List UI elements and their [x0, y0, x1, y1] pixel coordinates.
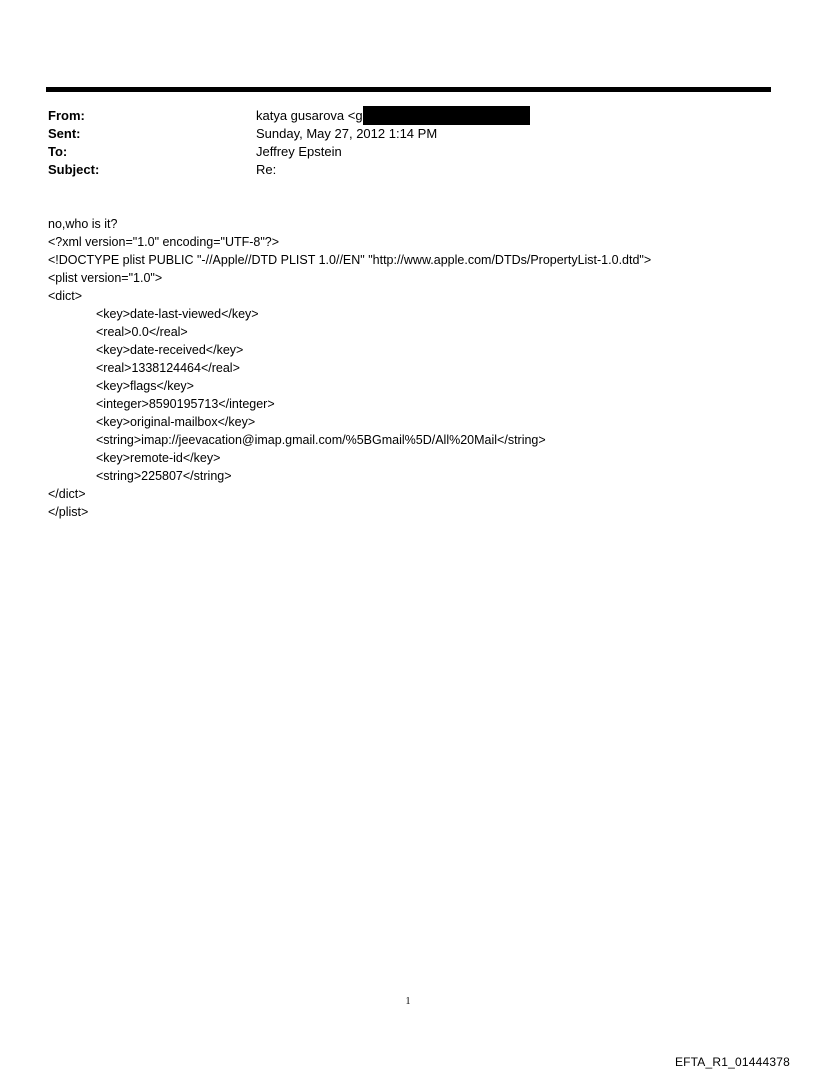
body-line: <key>flags</key> — [96, 379, 194, 393]
to-value: Jeffrey Epstein — [256, 144, 342, 159]
page-number: 1 — [405, 996, 411, 1007]
body-line: <?xml version="1.0" encoding="UTF-8"?> — [48, 235, 280, 249]
header-rule — [46, 87, 771, 92]
subject-label: Subject: — [48, 162, 100, 177]
body-line: <key>date-received</key> — [96, 343, 244, 357]
subject-value: Re: — [256, 162, 277, 177]
body-line: <key>date-last-viewed</key> — [96, 307, 259, 321]
body-line: </dict> — [48, 487, 86, 501]
sent-row — [48, 125, 768, 143]
body-line: <key>remote-id</key> — [96, 451, 221, 465]
sent-value: Sunday, May 27, 2012 1:14 PM — [256, 126, 438, 141]
body-line: <string>225807</string> — [96, 469, 232, 483]
from-row — [48, 107, 768, 125]
body-line: </plist> — [48, 505, 89, 519]
to-row — [48, 143, 768, 161]
body-line: <integer>8590195713</integer> — [96, 397, 275, 411]
bates-number: EFTA_R1_01444378 — [674, 1055, 790, 1069]
body-line: <!DOCTYPE plist PUBLIC "-//Apple//DTD PLIST 1.0//EN" "http://www.apple.com/DTDs/PropertyList-1.0.dtd"> — [48, 253, 652, 267]
body-line: <real>1338124464</real> — [96, 361, 240, 375]
body-line: no,who is it? — [48, 217, 118, 231]
to-label: To: — [48, 144, 68, 159]
body-line: <dict> — [48, 289, 83, 303]
from-value — [256, 107, 530, 125]
sent-label: Sent: — [48, 126, 81, 141]
email-body — [48, 215, 768, 521]
redaction-block — [363, 106, 530, 125]
body-line: <string>imap://jeevacation@imap.gmail.com/%5BGmail%5D/All%20Mail</string> — [96, 433, 546, 447]
body-line: <real>0.0</real> — [96, 325, 188, 339]
from-value-text: katya gusarova <g — [256, 108, 363, 123]
subject-row — [48, 161, 768, 179]
body-line: <key>original-mailbox</key> — [96, 415, 256, 429]
body-line: <plist version="1.0"> — [48, 271, 163, 285]
from-label: From: — [48, 108, 85, 123]
